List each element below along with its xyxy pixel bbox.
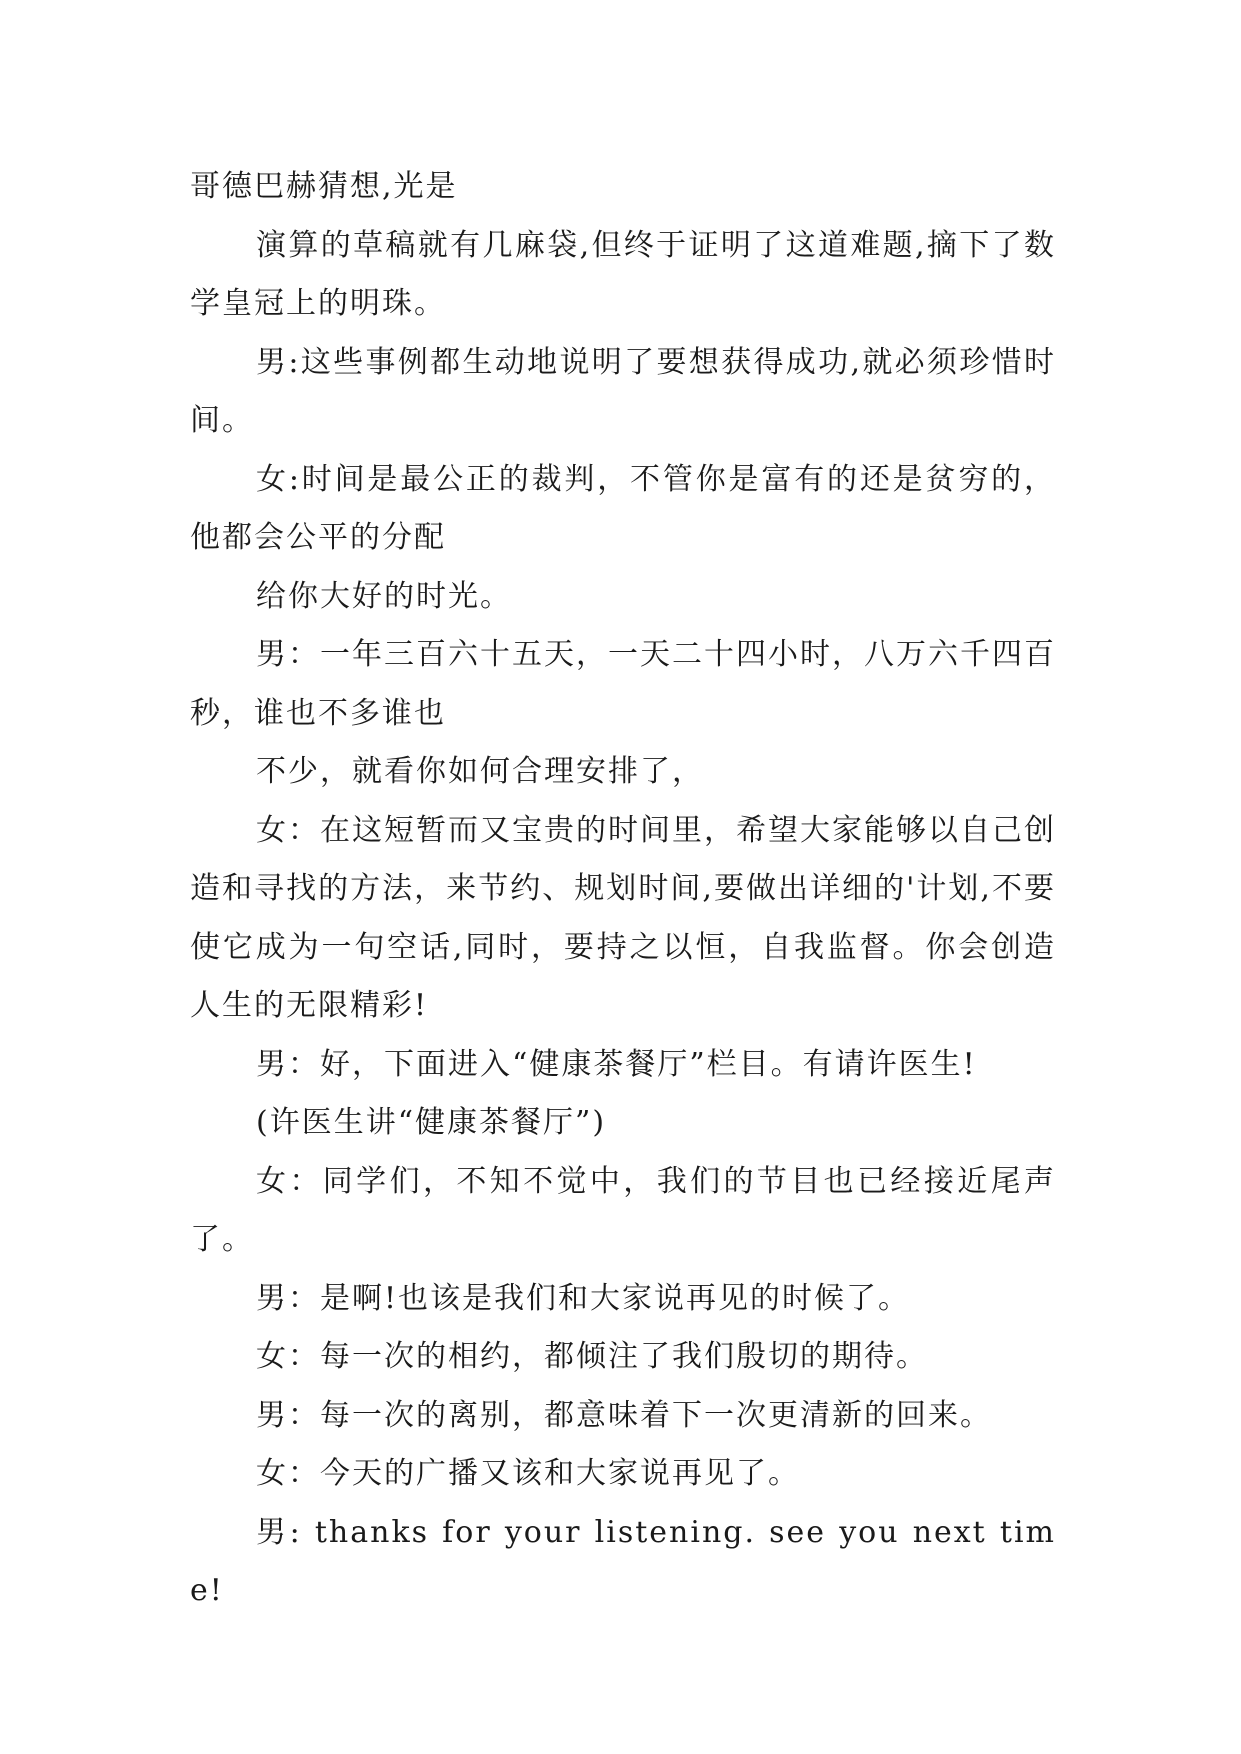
paragraph: 男：每一次的离别，都意味着下一次更清新的回来。 bbox=[256, 1397, 992, 1433]
paragraph: 男：是啊!也该是我们和大家说再见的时候了。 bbox=[256, 1280, 911, 1316]
paragraph: 演算的草稿就有几麻袋,但终于证明了这道难题,摘下了数学皇冠上的明珠。 bbox=[190, 227, 1056, 321]
paragraph: 女：同学们，不知不觉中，我们的节目也已经接近尾声了。 bbox=[190, 1163, 1056, 1257]
paragraph: 男：一年三百六十五天，一天二十四小时，八万六千四百秒，谁也不多谁也 bbox=[190, 637, 1056, 731]
paragraph: (许医生讲“健康茶餐厅”) bbox=[256, 1105, 607, 1140]
paragraph: 男:这些事例都生动地说明了要想获得成功,就必须珍惜时间。 bbox=[190, 344, 1056, 438]
paragraph: 女：今天的广播又该和大家说再见了。 bbox=[256, 1456, 800, 1491]
paragraph: 哥德巴赫猜想,光是 bbox=[190, 169, 458, 204]
document-body bbox=[190, 158, 1056, 1621]
paragraph: 不少，就看你如何合理安排了， bbox=[256, 754, 704, 789]
paragraph: 女：在这短暂而又宝贵的时间里，希望大家能够以自己创造和寻找的方法，来节约、规划时间,要做出详细的'计划,不要使它成为一句空话,同时，要持之以恒，自我监督。你会创造人生的无限精彩! bbox=[190, 812, 1056, 1023]
paragraph: 男: thanks for your listening. see you next time! bbox=[190, 1514, 1056, 1608]
paragraph: 给你大好的时光。 bbox=[256, 578, 512, 614]
paragraph: 男：好，下面进入“健康茶餐厅”栏目。有请许医生! bbox=[256, 1046, 977, 1082]
paragraph: 女:时间是最公正的裁判，不管你是富有的还是贫穷的，他都会公平的分配 bbox=[190, 461, 1056, 555]
paragraph: 女：每一次的相约，都倾注了我们殷切的期待。 bbox=[256, 1339, 928, 1374]
